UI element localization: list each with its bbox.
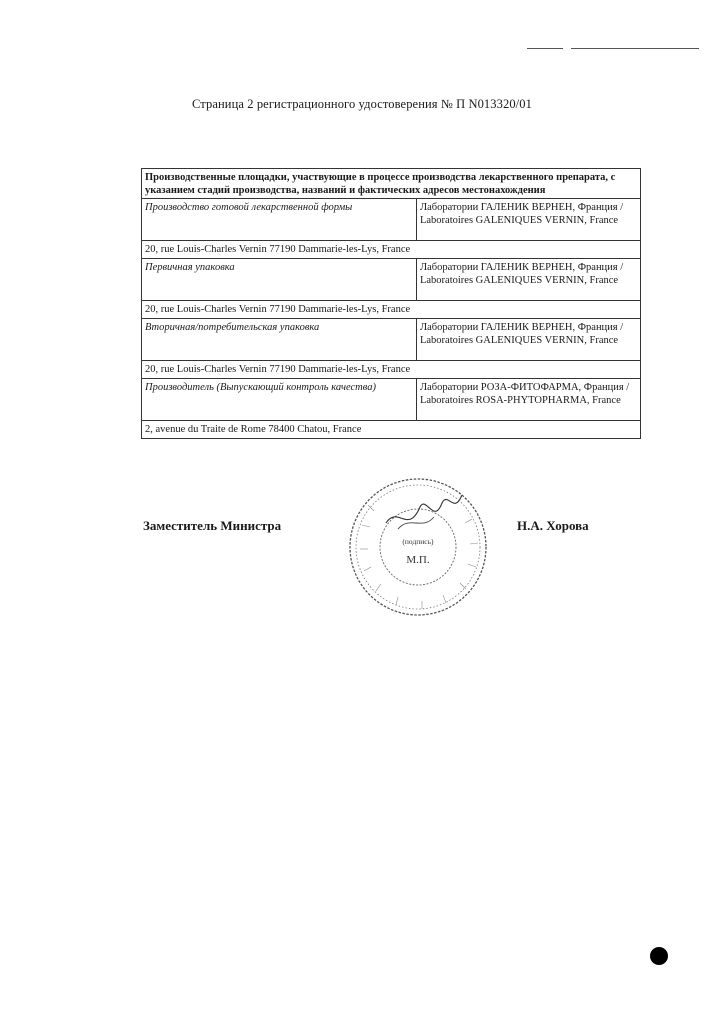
table-row	[142, 241, 641, 259]
production-sites-table	[141, 168, 641, 439]
lab-cell: Лаборатории ГАЛЕНИК ВЕРНЕН, Франция / Laboratoires GALENIQUES VERNIN, France	[416, 259, 640, 301]
top-dash-line	[527, 48, 563, 49]
lab-cell: Лаборатории ГАЛЕНИК ВЕРНЕН, Франция / Laboratoires GALENIQUES VERNIN, France	[416, 199, 640, 241]
stamp-label: (подпись)	[402, 537, 434, 546]
stamp-mp: М.П.	[406, 554, 430, 566]
table-row	[142, 361, 641, 379]
table-heading: Производственные площадки, участвующие в процессе производства лекарственного препарата, с указанием стадий производства, названий и фактических адресов местонахождения	[142, 169, 641, 199]
table-row	[142, 301, 641, 319]
lab-cell: Лаборатории ГАЛЕНИК ВЕРНЕН, Франция / Laboratoires GALENIQUES VERNIN, France	[416, 319, 640, 361]
address-cell: 20, rue Louis-Charles Vernin 77190 Dammarie-les-Lys, France	[142, 241, 641, 259]
official-seal-stamp	[338, 465, 498, 625]
handwritten-signature	[386, 495, 462, 523]
lab-cell: Лаборатории РОЗА-ФИТОФАРМА, Франция / Laboratoires ROSA-PHYTOPHARMA, France	[416, 379, 640, 421]
stage-cell: Производитель (Выпускающий контроль качества)	[142, 379, 417, 421]
page-header: Страница 2 регистрационного удостоверения № П N013320/01	[192, 97, 532, 111]
table-row	[142, 379, 641, 421]
top-dash-line-2	[571, 48, 699, 49]
stage-cell: Производство готовой лекарственной формы	[142, 199, 417, 241]
address-cell: 2, avenue du Traite de Rome 78400 Chatou, France	[142, 421, 641, 439]
address-cell: 20, rue Louis-Charles Vernin 77190 Dammarie-les-Lys, France	[142, 361, 641, 379]
table-row	[142, 421, 641, 439]
stage-cell: Вторичная/потребительская упаковка	[142, 319, 417, 361]
table-row	[142, 319, 641, 361]
signatory-position: Заместитель Министра	[143, 518, 282, 533]
signatory-name: Н.А. Хорова	[517, 518, 589, 533]
corner-dot-mark	[650, 947, 668, 965]
table-row	[142, 199, 641, 241]
stage-cell: Первичная упаковка	[142, 259, 417, 301]
address-cell: 20, rue Louis-Charles Vernin 77190 Dammarie-les-Lys, France	[142, 301, 641, 319]
table-row	[142, 259, 641, 301]
